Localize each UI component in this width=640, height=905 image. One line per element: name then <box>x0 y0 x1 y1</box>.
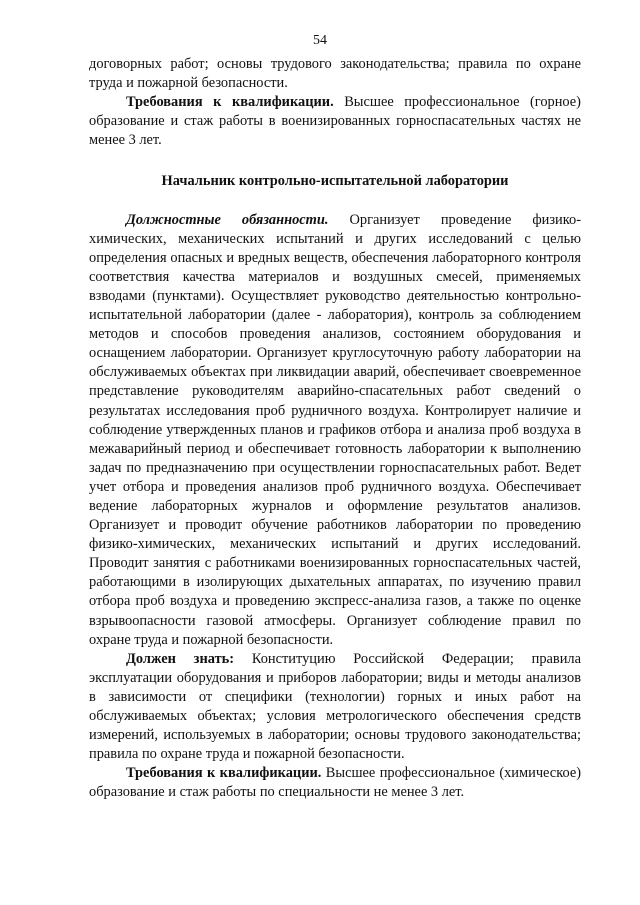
qualification-text: Высшее профессиональное (химическое) образование и стаж работы по специальности не менее 3 лет. <box>89 765 581 801</box>
section-title: Начальник контрольно-испытательной лаборатории <box>161 173 509 190</box>
duties-text: Организует проведение физико-химических, механических испытаний и других исследований с целью определения опасных и вредных веществ, обеспечения лабораторного контроля соответствия качества материалов и воздушных смесей, применяемых взводами (пунктами). Осуществляет руководство деятельностью контрольно-испытательной лаборатории (далее - лаборатория), контроль за соблюдением методов и способов проведения анализов, состоянием оборудования и оснащением лаборатории. Организует круглосуточную работу лаборатории на обслуживаемых объектах при ликвидации аварий, обеспечивает своевременное представление руководителям аварийно-спасательных работ сведений о результатах исследования проб рудничного воздуха. Контролирует наличие и соблюдение утвержденных планов и графиков отбора и анализа проб воздуха в межаварийный период и обеспечивает готовность лаборатории к выполнению задач по предназначению при осуществлении горноспасательных работ. Ведет учет отбора и проведения анализов проб рудничного воздуха. Обеспечивает ведение лабораторных журналов и оформление результатов анализов. Организует и проводит обучение работников лаборатории по проведению физико-химических, механических испытаний и других исследований. Проводит занятия с работниками военизированных горноспасательных частей, работающими в изолирующих дыхательных аппаратах, по изучению правил отбора проб воздуха и проведению экспресс-анализа газов, а также по оценке взрывоопасности газовой атмосферы. Организует соблюдение правил по охране труда и пожарной безопасности. <box>89 211 581 648</box>
previous-qualification-paragraph <box>89 93 581 150</box>
qualification-label: Требования к квалификации. <box>126 94 334 111</box>
qualification-paragraph <box>89 764 581 802</box>
must-know-text: Конституцию Российской Федерации; правила эксплуатации оборудования и приборов лаборатории; виды и методы анализов в зависимости от специфики (технологии) горных и иных работ на обслуживаемых объектах; условия метрологического обеспечения средств измерений, используемых в лаборатории; основы трудового законодательства; правила по охране труда и пожарной безопасности. <box>89 650 581 763</box>
document-body <box>89 55 581 802</box>
duties-paragraph <box>89 211 581 650</box>
qualification-text: Высшее профессиональное (горное) образование и стаж работы в военизированных горноспасательных частях не менее 3 лет. <box>89 94 581 149</box>
page-number: 54 <box>313 33 327 48</box>
continuation-paragraph: договорных работ; основы трудового законодательства; правила по охране труда и пожарной безопасности. <box>89 56 581 92</box>
must-know-label: Должен знать: <box>126 650 235 667</box>
qualification-label: Требования к квалификации. <box>126 765 322 782</box>
duties-label: Должностные обязанности. <box>126 211 329 228</box>
must-know-paragraph <box>89 650 581 765</box>
